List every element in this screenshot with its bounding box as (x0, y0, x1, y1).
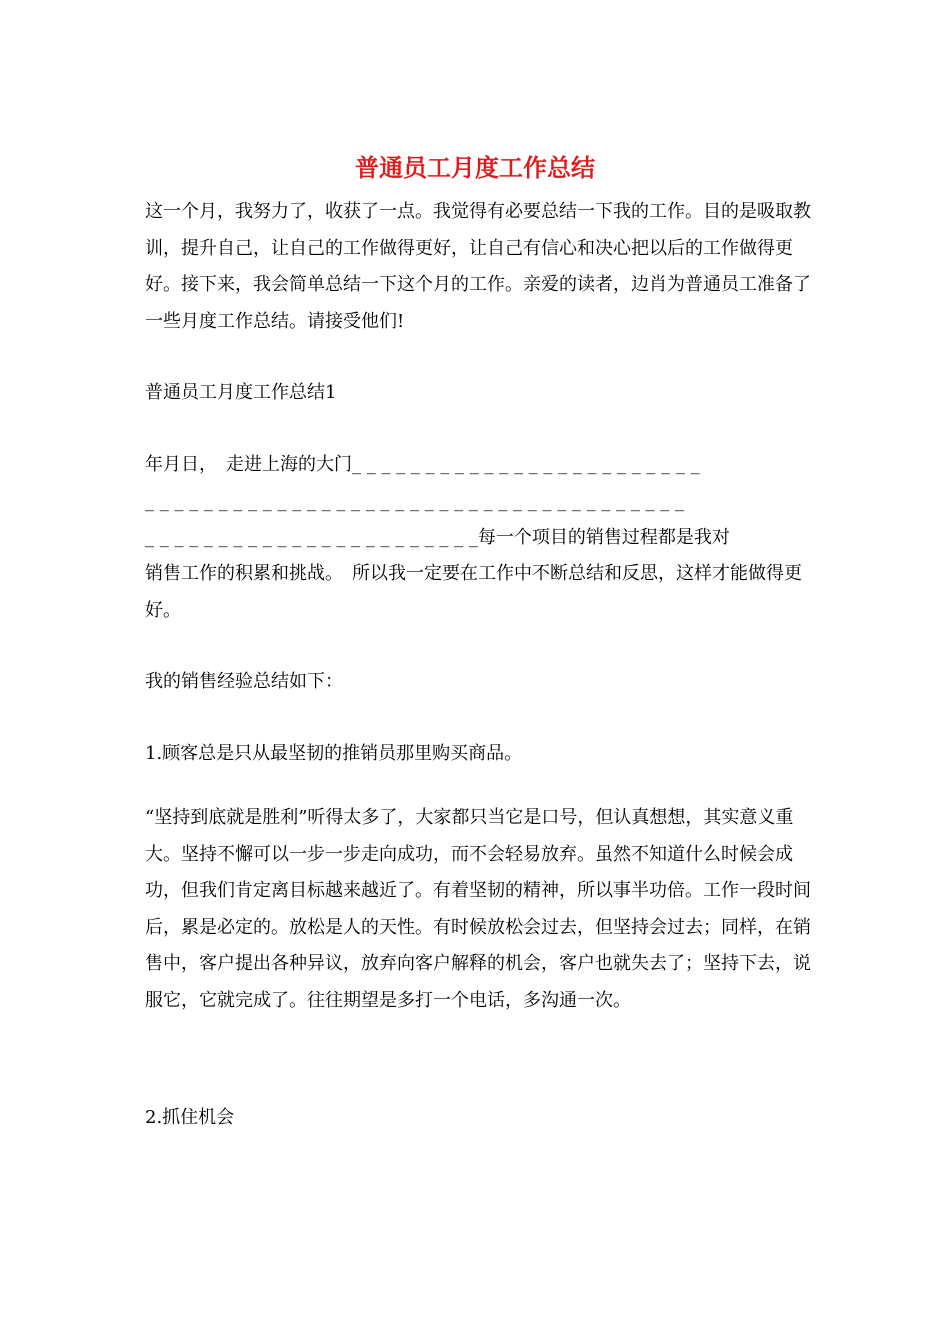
sales-paragraph-part2: 销售工作的积累和挑战。 所以我一定要在工作中不断总结和反思，这样才能做得更好。 (145, 563, 802, 621)
point-2-heading: 2.抓住机会 (145, 1107, 235, 1128)
section-heading: 普通员工月度工作总结1 (145, 382, 337, 403)
experience-heading: 我的销售经验总结如下： (145, 671, 343, 692)
date-line (145, 447, 700, 483)
blank-underline-3: _ _ _ _ _ _ _ _ _ _ _ _ _ _ _ _ _ _ _ _ _ _ _ (145, 527, 478, 548)
blank-line-3 (145, 520, 730, 556)
intro-paragraph: 这一个月，我努力了，收获了一点。我觉得有必要总结一下我的工作。目的是吸取教训，提升自己，让自己的工作做得更好，让自己有信心和决心把以后的工作做得更好。接下来，我会简单总结一下这个月的工作。亲爱的读者，边肖为普通员工准备了一些月度工作总结。请接受他们! (145, 201, 811, 332)
blank-underline-2: _ _ _ _ _ _ _ _ _ _ _ _ _ _ _ _ _ _ _ _ _ _ _ _ _ _ _ _ _ _ _ _ _ _ _ _ _ (145, 491, 684, 512)
point-1-heading: 1.顾客总是只从最坚韧的推销员那里购买商品。 (145, 743, 523, 764)
sales-paragraph-part1: 每一个项目的销售过程都是我对 (477, 527, 730, 548)
date-line-text: 年月日， 走进上海的大门 (145, 454, 352, 475)
point-1-body: “坚持到底就是胜利”听得太多了，大家都只当它是口号，但认真想想，其实意义重大。坚持不懈可以一步一步走向成功，而不会轻易放弃。虽然不知道什么时候会成功，但我们肯定离目标越来越近了。有着坚韧的精神，所以事半功倍。工作一段时间后，累是必定的。放松是人的天性。有时候放松会过去，但坚持会过去；同样，在销售中，客户提出各种异议，放弃向客户解释的机会，客户也就失去了；坚持下去，说服它，它就完成了。往往期望是多打一个电话，多沟通一次。 (145, 807, 811, 1011)
document-title: 普通员工月度工作总结 (355, 153, 595, 182)
blank-underline-1: _ _ _ _ _ _ _ _ _ _ _ _ _ _ _ _ _ _ _ _ _ _ _ _ (352, 454, 700, 475)
